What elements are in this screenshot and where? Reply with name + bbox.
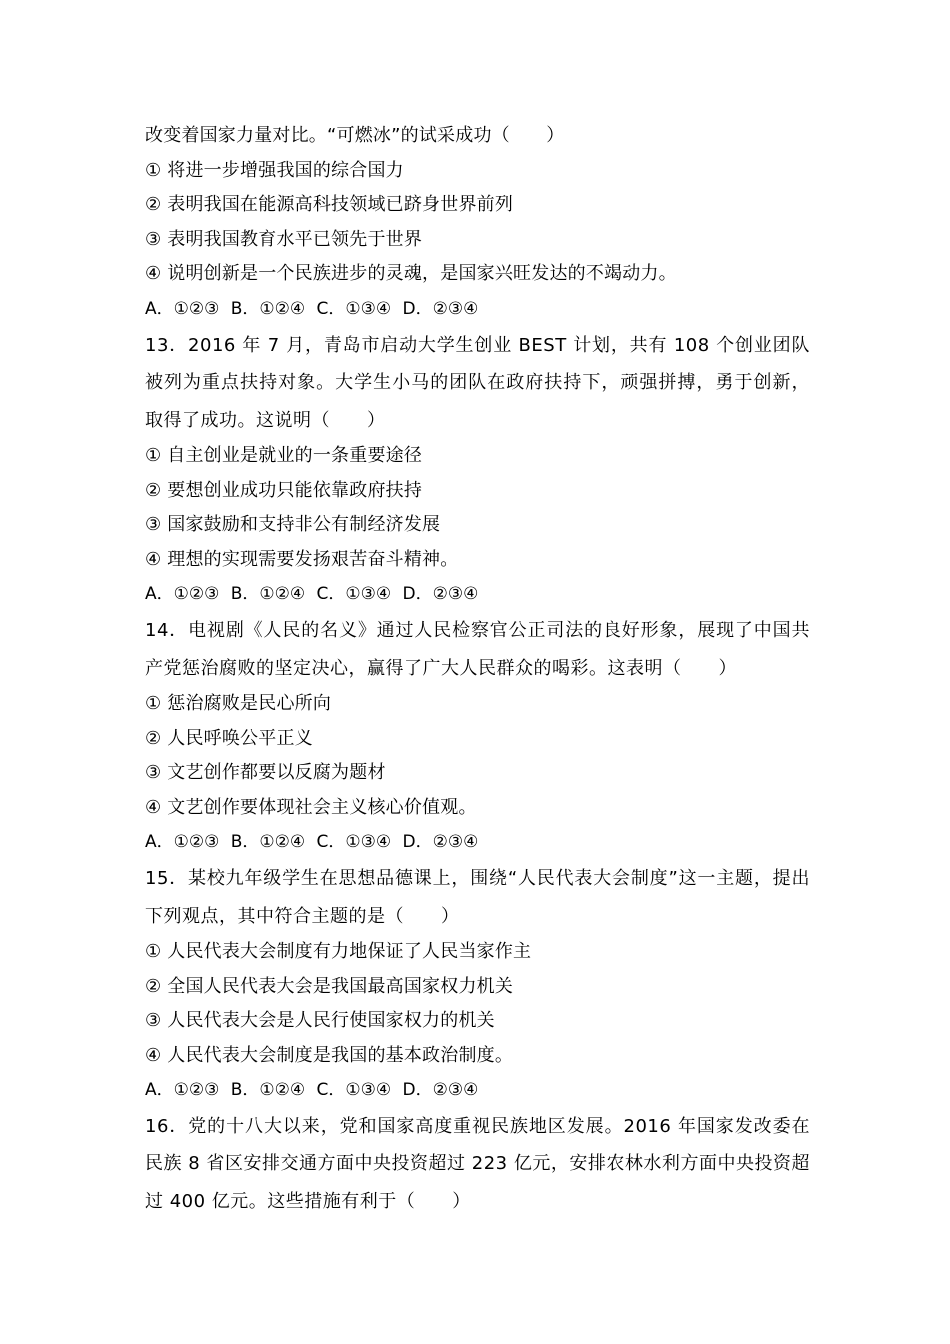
q14-item-1: ① 惩治腐败是民心所向: [145, 693, 332, 715]
q13-options: A．①②③ B．①②④ C．①③④ D．②③④: [145, 584, 479, 605]
q15-item-3: ③ 人民代表大会是人民行使国家权力的机关: [145, 1010, 495, 1032]
q13-item-3: ③ 国家鼓励和支持非公有制经济发展: [145, 514, 441, 536]
q12-stem-tail: 改变着国家力量对比。“可燃冰”的试采成功（ ）: [145, 125, 565, 146]
page-content: [145, 119, 810, 1220]
q13-item-2: ② 要想创业成功只能依靠政府扶持: [145, 479, 423, 501]
q13-item-4: ④ 理想的实现需要发扬艰苦奋斗精神。: [145, 548, 459, 570]
q12-item-2: ② 表明我国在能源高科技领域已跻身世界前列: [145, 194, 514, 216]
q15-stem: 15．某校九年级学生在思想品德课上，围绕“人民代表大会制度”这一主题，提出下列观点，其中符合主题的是（ ）: [145, 868, 810, 927]
q14-item-3: ③ 文艺创作都要以反腐为题材: [145, 762, 386, 784]
q15-options: A．①②③ B．①②④ C．①③④ D．②③④: [145, 1080, 479, 1101]
q16-stem: 16．党的十八大以来，党和国家高度重视民族地区发展。2016 年国家发改委在民族 8 省区安排交通方面中央投资超过 223 亿元，安排农林水利方面中央投资超过 400 亿元。这些措施有利于（ ）: [145, 1115, 810, 1212]
q12-item-4: ④ 说明创新是一个民族进步的灵魂，是国家兴旺发达的不竭动力。: [145, 263, 677, 285]
q12-item-3: ③ 表明我国教育水平已领先于世界: [145, 228, 423, 250]
q13-item-1: ① 自主创业是就业的一条重要途径: [145, 445, 423, 467]
q14-item-2: ② 人民呼唤公平正义: [145, 727, 313, 749]
q15-item-2: ② 全国人民代表大会是我国最高国家权力机关: [145, 975, 514, 997]
q12-options: A．①②③ B．①②④ C．①③④ D．②③④: [145, 298, 479, 319]
q12-item-1: ① 将进一步增强我国的综合国力: [145, 159, 404, 181]
q13-stem: 13．2016 年 7 月，青岛市启动大学生创业 BEST 计划，共有 108 个创业团队被列为重点扶持对象。大学生小马的团队在政府扶持下，顽强拼搏，勇于创新，取得了成功。这说明（ ）: [145, 334, 810, 431]
q15-item-4: ④ 人民代表大会制度是我国的基本政治制度。: [145, 1044, 514, 1066]
q14-item-4: ④ 文艺创作要体现社会主义核心价值观。: [145, 796, 477, 818]
q14-options: A．①②③ B．①②④ C．①③④ D．②③④: [145, 832, 479, 853]
q15-item-1: ① 人民代表大会制度有力地保证了人民当家作主: [145, 941, 532, 962]
q14-stem: 14．电视剧《人民的名义》通过人民检察官公正司法的良好形象，展现了中国共产党惩治腐败的坚定决心，赢得了广大人民群众的喝彩。这表明（ ）: [145, 620, 810, 679]
